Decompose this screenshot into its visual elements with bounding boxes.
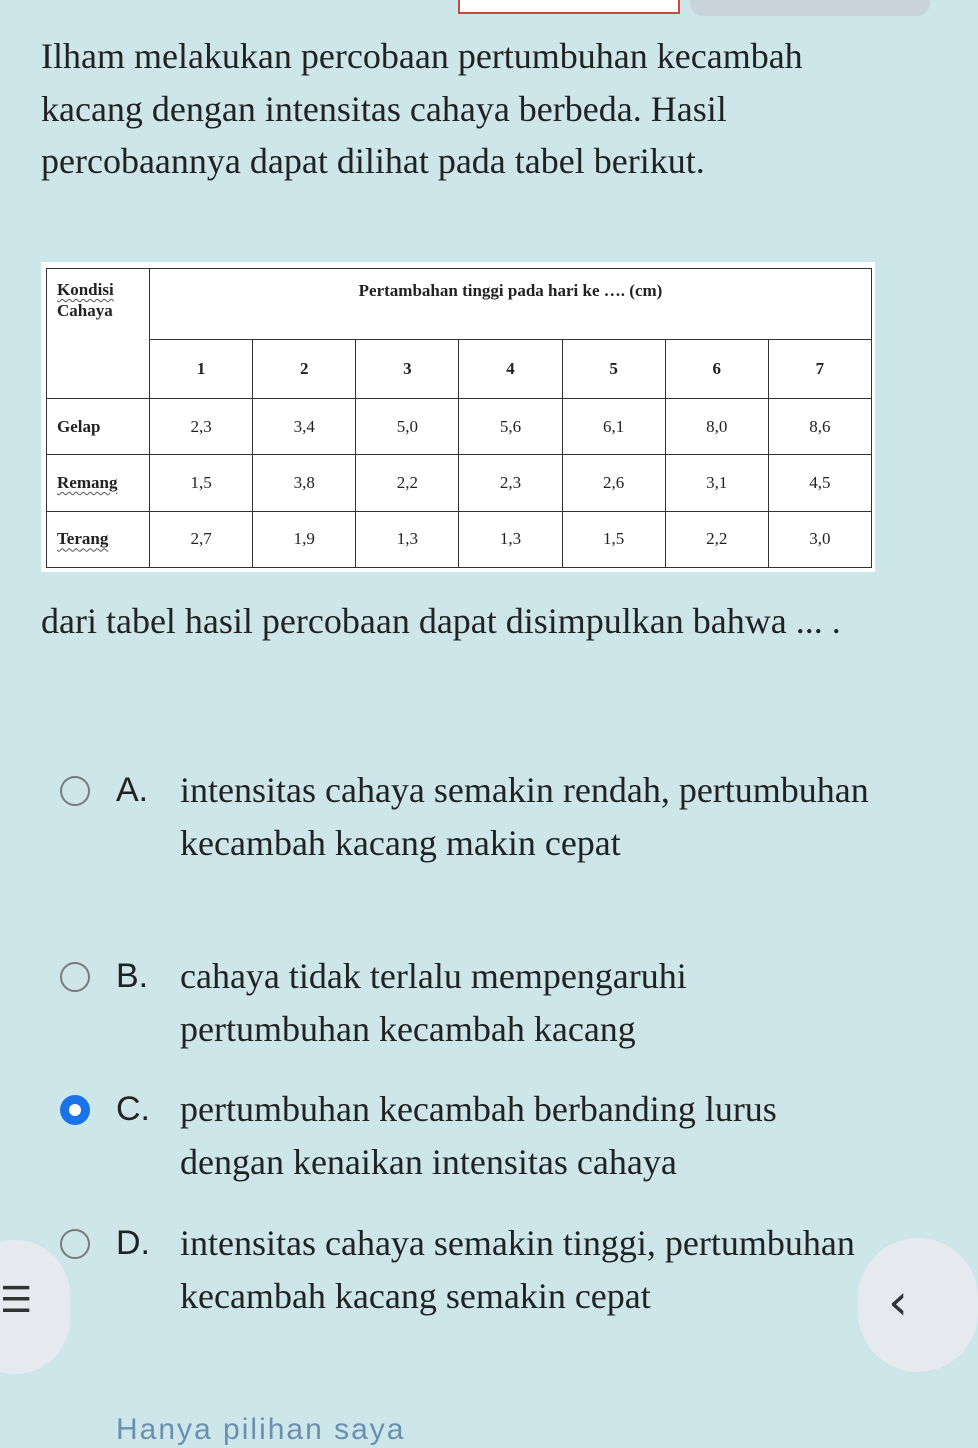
row-label xyxy=(47,455,150,511)
day-header: 3 xyxy=(356,340,459,399)
corner-header-line2: Cahaya xyxy=(57,301,113,320)
radio-button[interactable] xyxy=(60,776,90,806)
table-cell: 5,6 xyxy=(459,399,562,455)
table-cell: 4,5 xyxy=(768,455,871,511)
day-header: 2 xyxy=(253,340,356,399)
day-header: 6 xyxy=(665,340,768,399)
table-cell: 1,3 xyxy=(459,511,562,567)
table-cell: 1,5 xyxy=(150,455,253,511)
table-cell: 2,7 xyxy=(150,511,253,567)
table-cell: 3,1 xyxy=(665,455,768,511)
option-letter: C. xyxy=(116,1090,150,1128)
table-row xyxy=(47,399,872,455)
table-cell: 2,2 xyxy=(356,455,459,511)
table-cell: 3,4 xyxy=(253,399,356,455)
corner-header-line1: Kondisi xyxy=(57,280,114,299)
option-a[interactable] xyxy=(60,764,869,904)
row-label xyxy=(47,511,150,567)
table-row xyxy=(47,511,872,567)
day-header: 4 xyxy=(459,340,562,399)
option-d[interactable] xyxy=(60,1217,860,1357)
question-text: Ilham melakukan percobaan pertumbuhan kecambah kacang dengan intensitas cahaya berbeda. Hasil percobaannya dapat dilihat pada tabel berikut. xyxy=(41,36,803,181)
table-cell: 5,0 xyxy=(356,399,459,455)
table-cell: 1,5 xyxy=(562,511,665,567)
row-label-text: Terang xyxy=(57,529,109,549)
table-cell: 8,6 xyxy=(768,399,871,455)
table-cell: 3,8 xyxy=(253,455,356,511)
option-text: pertumbuhan kecambah berbanding lurus dengan kenaikan intensitas cahaya xyxy=(180,1089,777,1182)
corner-header xyxy=(47,269,150,399)
top-tab-outline xyxy=(458,0,680,14)
day-header: 5 xyxy=(562,340,665,399)
top-pill-decoration xyxy=(690,0,930,16)
data-table-image xyxy=(41,262,875,572)
footer-hint: Hanya pilihan saya xyxy=(116,1413,406,1446)
radio-button[interactable] xyxy=(60,962,90,992)
table-cell: 2,2 xyxy=(665,511,768,567)
table-cell: 2,6 xyxy=(562,455,665,511)
option-text: intensitas cahaya semakin tinggi, pertumbuhan kecambah kacang semakin cepat xyxy=(180,1223,855,1316)
table-cell: 2,3 xyxy=(459,455,562,511)
table-cell: 8,0 xyxy=(665,399,768,455)
growth-table xyxy=(46,268,872,568)
table-row xyxy=(47,455,872,511)
option-text: intensitas cahaya semakin rendah, pertumbuhan kecambah kacang makin cepat xyxy=(180,770,869,863)
option-letter: A. xyxy=(116,771,149,809)
back-button[interactable] xyxy=(858,1238,978,1372)
option-text: cahaya tidak terlalu mempengaruhi pertumbuhan kecambah kacang xyxy=(180,956,687,1049)
option-c[interactable] xyxy=(60,1083,860,1188)
table-cell: 1,3 xyxy=(356,511,459,567)
chevron-left-icon[interactable]: ‹ xyxy=(888,1273,908,1331)
list-menu-icon[interactable]: ☰ xyxy=(0,1280,33,1321)
table-cell: 2,3 xyxy=(150,399,253,455)
day-header: 7 xyxy=(768,340,871,399)
table-cell: 3,0 xyxy=(768,511,871,567)
radio-button-selected[interactable] xyxy=(60,1095,90,1125)
option-b[interactable] xyxy=(60,950,860,1055)
option-letter: D. xyxy=(116,1224,150,1262)
day-header: 1 xyxy=(150,340,253,399)
option-letter: B. xyxy=(116,957,149,995)
row-label: Gelap xyxy=(47,399,150,455)
table-cell: 6,1 xyxy=(562,399,665,455)
conclusion-prompt: dari tabel hasil percobaan dapat disimpulkan bahwa ... . xyxy=(41,601,841,641)
radio-button[interactable] xyxy=(60,1229,90,1259)
main-header: Pertambahan tinggi pada hari ke …. (cm) xyxy=(150,269,872,340)
table-cell: 1,9 xyxy=(253,511,356,567)
row-label-text: Remang xyxy=(57,472,118,492)
